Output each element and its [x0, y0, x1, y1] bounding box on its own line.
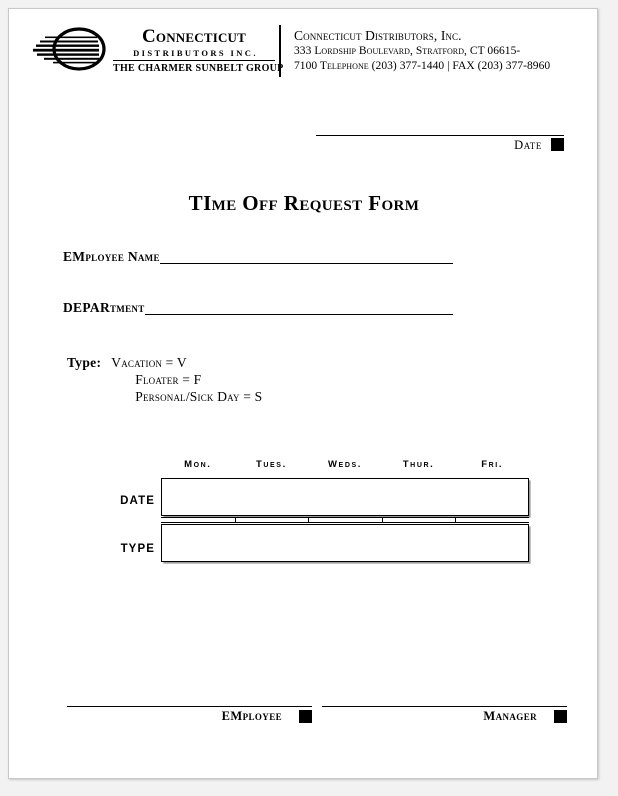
employee-name-field[interactable]: [63, 249, 453, 264]
swoosh-ellipse-logo-icon: [31, 23, 115, 75]
address-line-2: 333 Lordship Boulevard, Stratford, CT 06615-: [294, 45, 521, 57]
column-tick: [455, 518, 456, 522]
page-title: TIme Off Request Form: [188, 191, 420, 215]
letterhead: [9, 9, 598, 89]
department-field[interactable]: [63, 300, 453, 315]
type-legend-item: Vacation = V: [111, 355, 187, 370]
document-sheet: [8, 8, 598, 779]
column-header-tues: Tues.: [255, 459, 287, 470]
column-header-thur: Thur.: [402, 459, 435, 470]
column-tick: [382, 518, 383, 522]
date-field-marker-icon: [551, 138, 564, 151]
logo-company-name: Connecticut: [141, 26, 247, 47]
department-input[interactable]: [145, 301, 454, 315]
column-tick: [235, 518, 236, 522]
logo-divider-rule: [113, 60, 275, 61]
type-legend-heading: Type:: [67, 355, 102, 370]
type-legend-items: [111, 354, 262, 405]
address-line-1: Connecticut Distributors, Inc.: [294, 28, 462, 43]
row-label-date: DATE: [120, 495, 155, 507]
date-write-line[interactable]: [316, 135, 564, 136]
column-header-weds: Weds.: [327, 459, 362, 470]
department-label: DEPARtment: [63, 300, 145, 315]
schedule-type-row[interactable]: [161, 524, 529, 562]
schedule-grid: [161, 478, 529, 562]
logo-group-tagline: THE CHARMER SUNBELT GROUP: [113, 63, 284, 74]
manager-signature-line[interactable]: [322, 706, 567, 707]
manager-signature-group[interactable]: [322, 706, 567, 727]
column-header-fri: Fri.: [481, 459, 504, 470]
schedule-column-headers: [161, 459, 529, 470]
date-label: Date: [514, 138, 542, 152]
employee-signature-label: EMployee: [221, 709, 282, 723]
schedule-date-row[interactable]: [161, 478, 529, 516]
type-legend: [67, 354, 262, 405]
manager-signature-marker-icon: [554, 710, 567, 723]
employee-name-input[interactable]: [160, 250, 453, 264]
column-tick: [308, 518, 309, 522]
company-address: [294, 28, 589, 74]
type-legend-item: Floater = F: [135, 372, 202, 387]
employee-signature-group[interactable]: [67, 706, 312, 727]
schedule-column-divider-strip: [161, 517, 529, 523]
logo-company-suffix: DISTRIBUTORS INC.: [133, 48, 258, 58]
letterhead-vertical-divider: [279, 25, 281, 77]
column-header-mon: Mon.: [184, 459, 212, 470]
manager-signature-label: Manager: [483, 709, 537, 723]
address-line-3: 7100 Telephone (203) 377-1440 | FAX (203) 377-8960: [294, 60, 551, 72]
employee-signature-line[interactable]: [67, 706, 312, 707]
row-label-type: TYPE: [120, 543, 155, 555]
type-legend-item: Personal/Sick Day = S: [135, 389, 263, 404]
date-field-group[interactable]: [316, 135, 564, 155]
employee-signature-marker-icon: [299, 710, 312, 723]
logo-wordmark: [113, 26, 284, 75]
employee-name-label: EMployee Name: [63, 249, 160, 264]
